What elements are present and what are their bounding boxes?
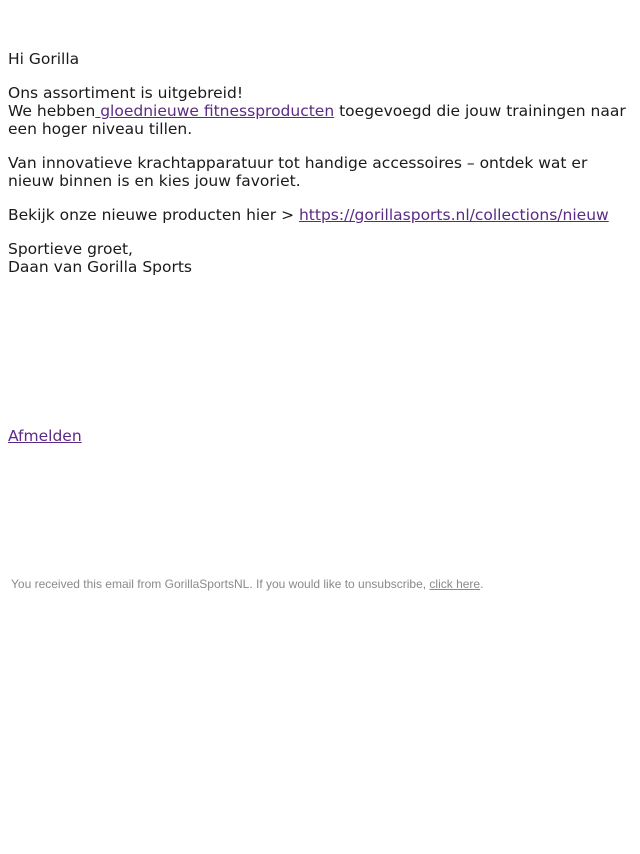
email-body	[8, 50, 626, 292]
description-paragraph: Van innovatieve krachtapparatuur tot handige accessoires – ontdek wat er nieuw binnen is en kies jouw favoriet.	[8, 154, 588, 190]
footer-period: .	[480, 577, 484, 591]
signature: Daan van Gorilla Sports	[8, 258, 193, 276]
signoff: Sportieve groet,	[8, 240, 133, 258]
signoff-paragraph	[8, 240, 626, 276]
email-footer	[11, 577, 483, 591]
cta-paragraph	[8, 206, 626, 224]
footer-unsubscribe-link[interactable]: click here	[429, 577, 481, 591]
collection-url-link[interactable]: https://gorillasports.nl/collections/nieuw	[298, 206, 609, 224]
footer-text: You received this email from GorillaSportsNL. If you would like to unsubscribe,	[11, 577, 430, 591]
intro-text-prefix: We hebben	[8, 102, 96, 120]
intro-text-suffix: toegevoegd die jouw trainingen naar een hoger niveau tillen.	[8, 102, 626, 138]
headline: Ons assortiment is uitgebreid!	[8, 84, 244, 102]
new-products-link[interactable]: gloednieuwe fitnessproducten	[95, 102, 335, 120]
greeting: Hi Gorilla	[8, 50, 80, 68]
intro-paragraph	[8, 84, 626, 138]
cta-text: Bekijk onze nieuwe producten hier >	[8, 206, 299, 224]
unsubscribe-section	[8, 427, 82, 445]
unsubscribe-link[interactable]: Afmelden	[8, 427, 82, 445]
